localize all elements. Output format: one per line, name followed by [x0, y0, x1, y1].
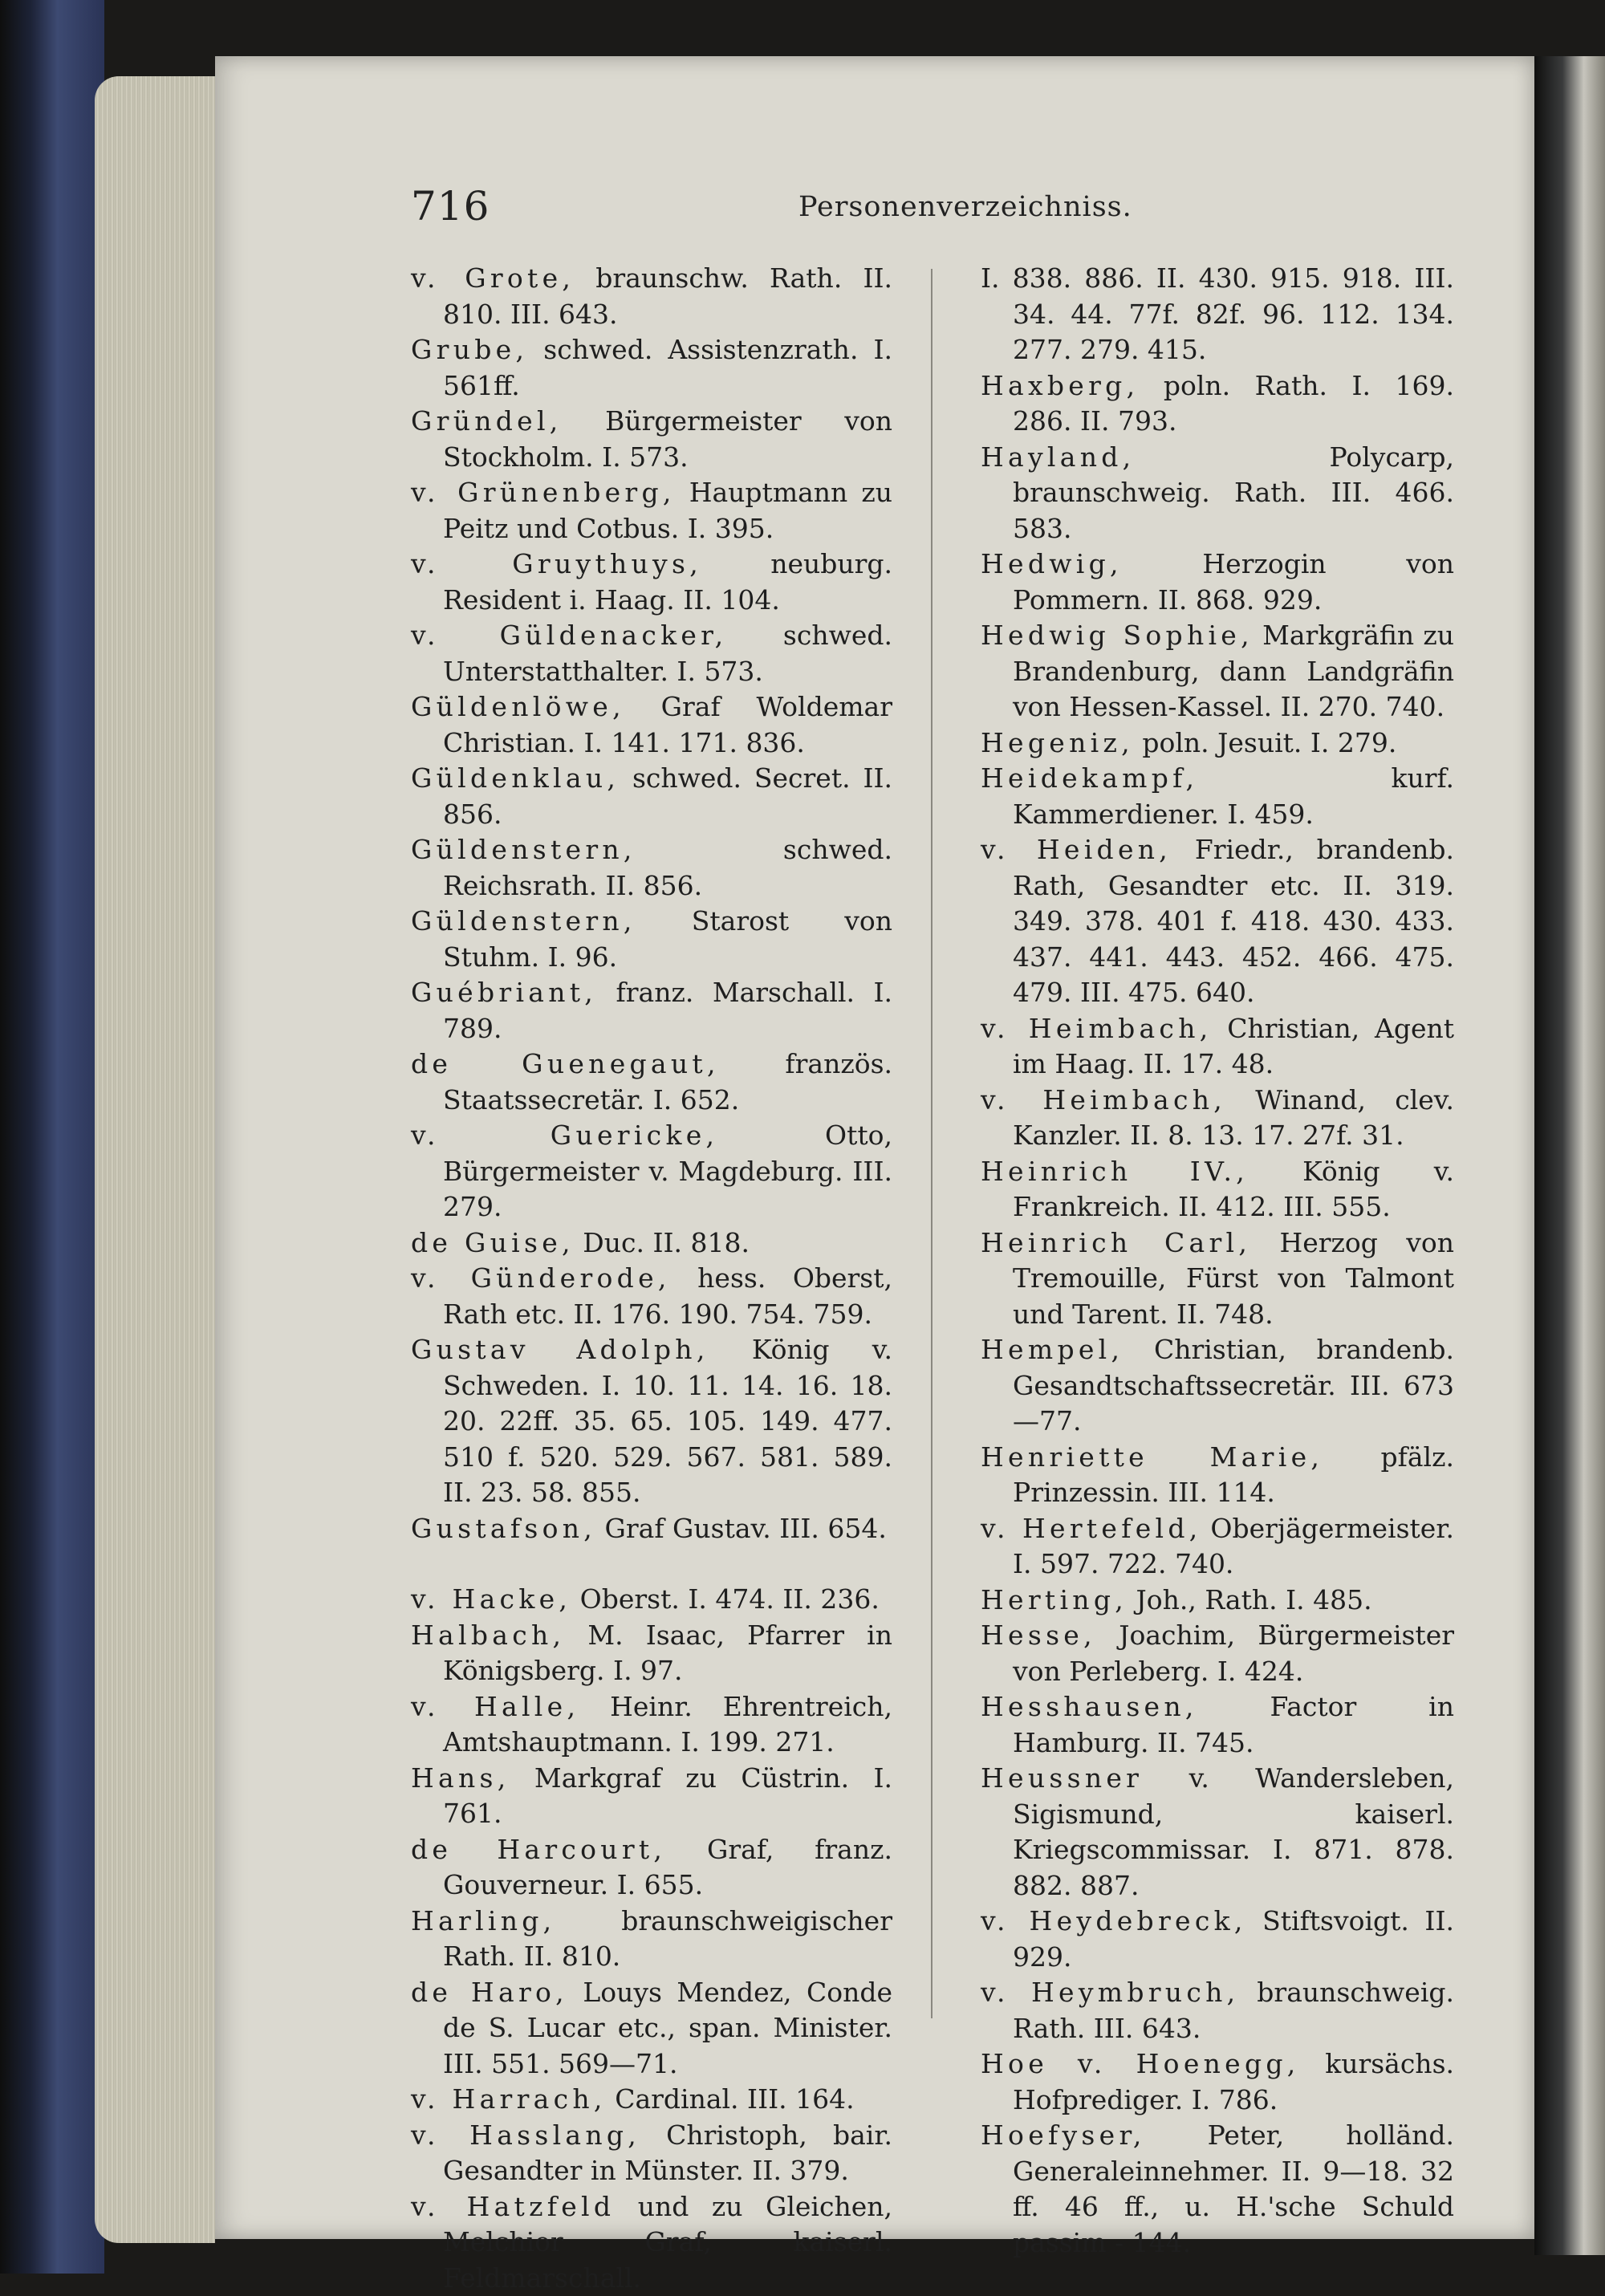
entry-name: de Guise,	[411, 1227, 575, 1258]
index-entry	[981, 440, 1454, 547]
entry-text: Duc. II. 818.	[575, 1227, 750, 1258]
index-column-right	[981, 261, 1454, 2261]
entry-text: Bürgermeister von Stockholm. I. 573.	[443, 405, 892, 473]
entry-name: v. Hatzfeld	[411, 2191, 615, 2222]
entry-name: Güldenklau,	[411, 762, 620, 794]
entry-name: v. Harrach,	[411, 2083, 607, 2115]
index-entry	[411, 832, 892, 904]
entry-text: schwed. Unterstatthalter. I. 573.	[443, 620, 892, 687]
entry-text: Peter, holländ. Generaleinnehmer. II. 9—18. 32 ff. 46 ff., u. H.'sche Schuld passim - 144.	[1013, 2119, 1454, 2258]
entry-name: v. Guericke,	[411, 1120, 718, 1151]
book-cover-left	[0, 0, 104, 2274]
index-entry	[981, 1154, 1454, 1225]
index-entry	[411, 1975, 892, 2083]
index-entry	[411, 1689, 892, 1761]
entry-name: Heinrich Carl,	[981, 1227, 1251, 1258]
entry-name: Henriette Marie,	[981, 1441, 1323, 1473]
entry-text: kursächs. Hofprediger. I. 786.	[1013, 2048, 1454, 2115]
page-edges	[95, 76, 215, 2243]
entry-text: schwed. Assistenzrath. I. 561ff.	[443, 334, 892, 401]
entry-text: Factor in Hamburg. II. 745.	[1013, 1691, 1454, 1758]
entry-text: Herzogin von Pommern. II. 868. 929.	[1013, 548, 1454, 616]
entry-name: v. Güldenacker,	[411, 620, 727, 651]
entry-name: Halbach,	[411, 1619, 565, 1651]
index-entry	[981, 2046, 1454, 2118]
entry-text: König v. Schweden. I. 10. 11. 14. 16. 18. 20. 22ff. 35. 65. 105. 149. 477. 510 f. 520. 529. 567. 581. 589. II. 23. 58. 855.	[443, 1334, 892, 1508]
entry-name: Hesshausen,	[981, 1691, 1198, 1722]
index-entry	[981, 1332, 1454, 1440]
entry-text: Christoph, bair. Gesandter in Münster. II. 379.	[443, 2119, 892, 2187]
index-entry	[981, 1761, 1454, 1904]
index-entry	[981, 1975, 1454, 2046]
entry-text: v. Wandersleben, Sigismund, kaiserl. Kriegscommissar. I. 871. 878. 882. 887.	[1013, 1762, 1454, 1901]
entry-text: M. Isaac, Pfarrer in Königsberg. I. 97.	[443, 1619, 892, 1687]
entry-name: Hegeniz,	[981, 727, 1134, 758]
entry-name: Gustafson,	[411, 1513, 596, 1544]
entry-text: Joh., Rath. I. 485.	[1128, 1584, 1372, 1615]
entry-name: Hempel,	[981, 1334, 1124, 1365]
index-entry	[411, 475, 892, 547]
column-divider	[931, 269, 933, 2018]
index-entry	[981, 1904, 1454, 1975]
entry-name: v. Heimbach,	[981, 1013, 1213, 1044]
running-head: Personenverzeichniss.	[798, 191, 1132, 223]
entry-text: schwed. Reichsrath. II. 856.	[443, 834, 892, 901]
index-entry	[411, 404, 892, 475]
index-entry	[411, 1225, 892, 1262]
index-entry	[981, 1511, 1454, 1583]
entry-name: Guébriant,	[411, 977, 597, 1008]
entry-name: de Harcourt,	[411, 1834, 666, 1865]
entry-text: und zu Gleichen, Melchior Graf, kaiserl. Feldmarschall.	[443, 2191, 892, 2294]
index-entry	[981, 2118, 1454, 2261]
index-entry	[411, 547, 892, 618]
entry-text: Markgräfin zu Brandenburg, dann Landgräfin von Hessen-Kassel. II. 270. 740.	[1013, 620, 1454, 722]
entry-text: Friedr., brandenb. Rath, Gesandter etc. II. 319. 349. 378. 401 f. 418. 430. 433. 437. 441. 443. 452. 466. 475. 479. III. 475. 640.	[1013, 834, 1454, 1008]
entry-name: v. Heydebreck,	[981, 1905, 1247, 1936]
index-entry	[411, 761, 892, 832]
entry-text: Starost von Stuhm. I. 96.	[443, 905, 892, 973]
entry-name: Herting,	[981, 1584, 1128, 1615]
entry-name: v. Günderode,	[411, 1262, 671, 1294]
entry-name: v. Heymbruch,	[981, 1977, 1239, 2008]
entry-name: Heinrich IV.,	[981, 1156, 1249, 1187]
index-entry	[411, 1261, 892, 1332]
entry-text: französ. Staatssecretär. I. 652.	[443, 1048, 892, 1115]
index-entry	[981, 368, 1454, 440]
entry-name: Haxberg,	[981, 370, 1139, 401]
index-entry	[411, 1618, 892, 1689]
index-entry	[411, 689, 892, 761]
entry-name: de Haro,	[411, 1977, 568, 2008]
entry-name: Hedwig Sophie,	[981, 620, 1254, 651]
entry-name: v. Halle,	[411, 1691, 579, 1722]
entry-text: Joachim, Bürgermeister von Perleberg. I. 424.	[1013, 1619, 1454, 1687]
index-column-left	[411, 261, 892, 2296]
entry-name: Grube,	[411, 334, 528, 365]
index-entry	[411, 1511, 892, 1547]
entry-name: Hoe v. Hoenegg,	[981, 2048, 1300, 2079]
index-entry	[411, 1904, 892, 1975]
index-entry	[981, 1583, 1454, 1619]
entry-name: Gustav Adolph,	[411, 1334, 709, 1365]
entry-text: Hauptmann zu Peitz und Cotbus. I. 395.	[443, 477, 892, 544]
entry-text: pfälz. Prinzessin. III. 114.	[1013, 1441, 1454, 1509]
index-entry	[981, 547, 1454, 618]
entry-text: Herzog von Tremouille, Fürst von Talmont und Tarent. II. 748.	[1013, 1227, 1454, 1330]
entry-text: Christian, Agent im Haag. II. 17. 48.	[1013, 1013, 1454, 1080]
entry-name: de Guenegaut,	[411, 1048, 720, 1079]
entry-name: Hesse,	[981, 1619, 1096, 1651]
index-entry	[981, 725, 1454, 762]
index-entry	[981, 1440, 1454, 1511]
entry-name: Hans,	[411, 1762, 510, 1794]
index-entry	[411, 904, 892, 975]
entry-name: v. Hertefeld,	[981, 1513, 1202, 1544]
entry-text: schwed. Secret. II. 856.	[443, 762, 892, 830]
entry-text: Graf Woldemar Christian. I. 141. 171. 836.	[443, 691, 892, 758]
index-entry	[981, 1011, 1454, 1083]
entry-text: poln. Jesuit. I. 279.	[1134, 727, 1397, 758]
index-entry	[981, 618, 1454, 725]
entry-text: poln. Rath. I. 169. 286. II. 793.	[1013, 370, 1454, 437]
index-entry	[411, 2118, 892, 2189]
index-entry	[411, 1118, 892, 1225]
entry-name: v. Heimbach,	[981, 1084, 1226, 1115]
entry-name: v. Gruythuys,	[411, 548, 702, 579]
entry-name: Gründel,	[411, 405, 563, 437]
entry-text: kurf. Kammerdiener. I. 459.	[1013, 762, 1454, 830]
entry-name: Heidekampf,	[981, 762, 1198, 794]
index-entry	[981, 1689, 1454, 1761]
entry-name: v. Hacke,	[411, 1583, 571, 1615]
entry-text: franz. Marschall. I. 789.	[443, 977, 892, 1044]
entry-text: Cardinal. III. 164.	[607, 2083, 855, 2115]
entry-text: Oberjägermeister. I. 597. 722. 740.	[1013, 1513, 1454, 1580]
entry-text: Graf Gustav. III. 654.	[596, 1513, 887, 1544]
entry-text: braunschweig. Rath. III. 643.	[1013, 1977, 1454, 2044]
index-entry	[411, 1832, 892, 1904]
entry-text: Christian, brandenb. Gesandtschaftssecretär. III. 673—77.	[1013, 1334, 1454, 1437]
entry-name: Güldenstern,	[411, 905, 636, 937]
index-entry	[411, 1761, 892, 1832]
entry-text: hess. Oberst, Rath etc. II. 176. 190. 754. 759.	[443, 1262, 892, 1330]
index-entry	[981, 1083, 1454, 1154]
entry-name: v. Grote,	[411, 262, 575, 294]
entry-name: Hayland,	[981, 441, 1135, 473]
index-entry	[411, 975, 892, 1046]
index-entry	[411, 2082, 892, 2118]
index-entry	[981, 761, 1454, 832]
index-entry	[411, 332, 892, 404]
index-entry	[411, 1046, 892, 1118]
entry-text: Oberst. I. 474. II. 236.	[571, 1583, 880, 1615]
index-entry	[411, 2189, 892, 2296]
entry-name: v. Grünenberg,	[411, 477, 676, 508]
index-entry	[411, 1582, 892, 1618]
page-number: 716	[411, 183, 490, 230]
index-entry	[981, 1618, 1454, 1689]
entry-name: Hoefyser,	[981, 2119, 1146, 2151]
entry-name: Güldenstern,	[411, 834, 636, 865]
index-entry	[981, 261, 1454, 368]
entry-text: Markgraf zu Cüstrin. I. 761.	[443, 1762, 892, 1830]
book-edge-right	[1534, 56, 1605, 2255]
entry-name: v. Heiden,	[981, 834, 1172, 865]
entry-text: I. 838. 886. II. 430. 915. 918. III. 34. 44. 77f. 82f. 96. 112. 134. 277. 279. 415.	[981, 262, 1454, 365]
entry-text: Graf, franz. Gouverneur. I. 655.	[443, 1834, 892, 1901]
entry-text: neuburg. Resident i. Haag. II. 104.	[443, 548, 892, 616]
index-entry	[411, 618, 892, 689]
entry-name: Güldenlöwe,	[411, 691, 625, 722]
entry-text: König v. Frankreich. II. 412. III. 555.	[1013, 1156, 1454, 1223]
entry-text: braunschweigischer Rath. II. 810.	[443, 1905, 892, 1973]
index-entry	[981, 832, 1454, 1011]
entry-text: Stiftsvoigt. II. 929.	[1013, 1905, 1454, 1973]
entry-name: Harling,	[411, 1905, 555, 1936]
index-entry	[411, 261, 892, 332]
entry-text: Louys Mendez, Conde de S. Lucar etc., span. Minister. III. 551. 569—71.	[443, 1977, 892, 2079]
entry-name: v. Hasslang,	[411, 2119, 640, 2151]
entry-text: Polycarp, braunschweig. Rath. III. 466. 583.	[1013, 441, 1454, 544]
entry-name: Heussner	[981, 1762, 1143, 1794]
entry-text: Winand, clev. Kanzler. II. 8. 13. 17. 27f. 31.	[1013, 1084, 1454, 1152]
entry-text: Heinr. Ehrentreich, Amtshauptmann. I. 199. 271.	[443, 1691, 892, 1758]
index-entry	[981, 1225, 1454, 1333]
index-entry	[411, 1332, 892, 1511]
entry-text: Otto, Bürgermeister v. Magdeburg. III. 279.	[443, 1120, 892, 1222]
entry-text: braunschw. Rath. II. 810. III. 643.	[443, 262, 892, 330]
entry-name: Hedwig,	[981, 548, 1123, 579]
